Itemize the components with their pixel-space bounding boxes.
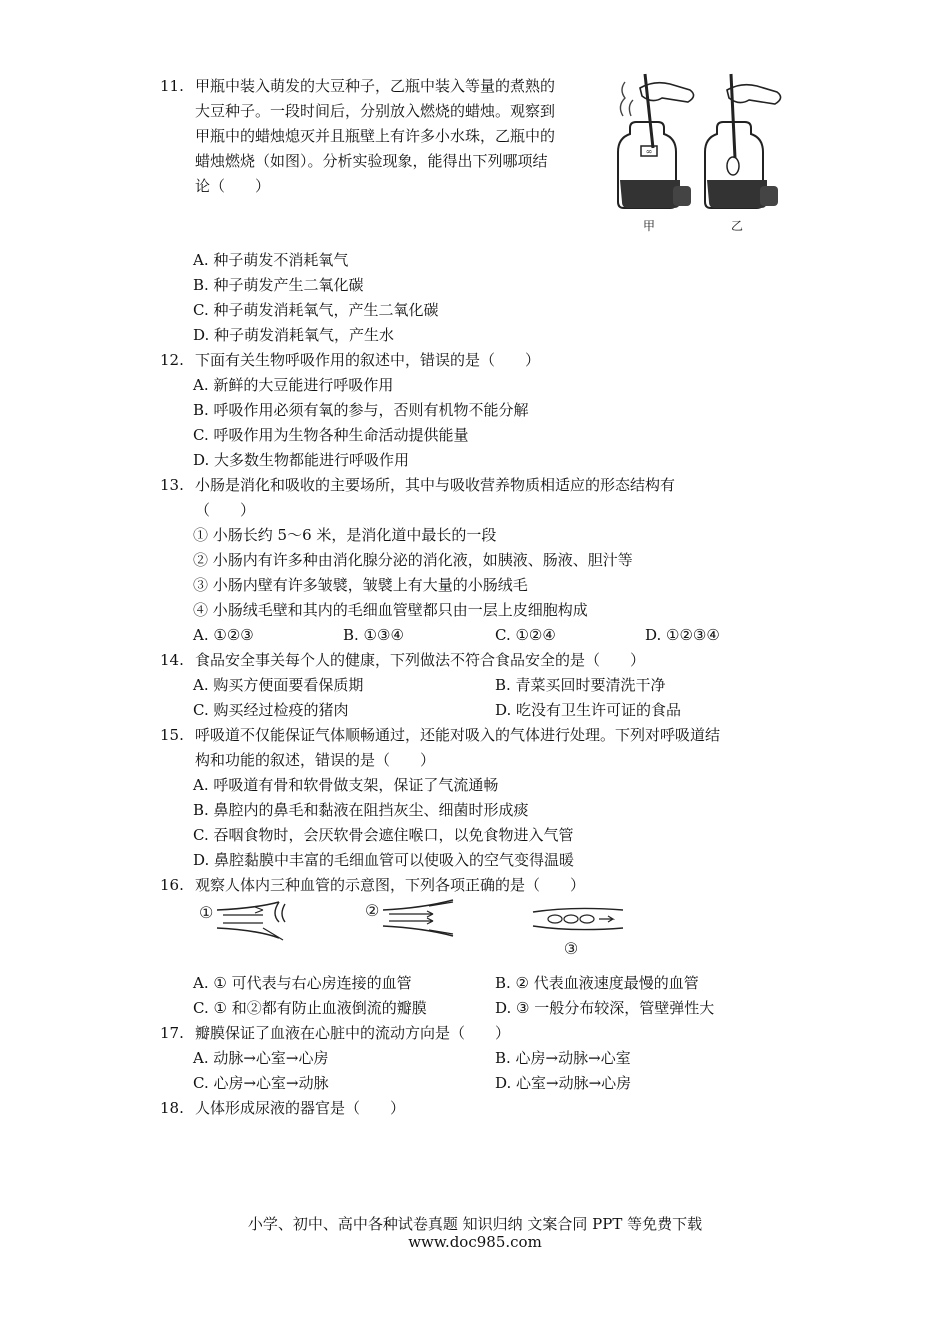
q18-stem: 人体形成尿液的器官是（ ） [195,1099,406,1117]
q14-number: 14. [160,651,184,669]
q16-label-2: ② [365,901,380,920]
q13-item-4: ④ 小肠绒毛壁和其内的毛细血管壁都只由一层上皮细胞构成 [193,601,588,619]
q12-option-c: C. 呼吸作用为生物各种生命活动提供能量 [193,426,469,444]
q16-label-1: ① [199,903,214,922]
q16-stem: 观察人体内三种血管的示意图，下列各项正确的是（ ） [195,876,586,894]
q16-option-b: B. ② 代表血液速度最慢的血管 [495,974,699,992]
q16-number: 16. [160,876,184,894]
q16-label-3: ③ [563,939,579,958]
q11-number: 11. [160,77,184,95]
q16-option-a: A. ① 可代表与右心房连接的血管 [193,974,412,992]
q13-item-3: ③ 小肠内壁有许多皱襞，皱襞上有大量的小肠绒毛 [193,576,528,594]
q13-stem: 小肠是消化和吸收的主要场所，其中与吸收营养物质相适应的形态结构有 [195,476,676,494]
q15-option-a: A. 呼吸道有骨和软骨做支架，保证了气流通畅 [193,776,499,794]
q13-option-d: D. ①②③④ [645,626,720,644]
q14-option-d: D. 吃没有卫生许可证的食品 [495,701,682,719]
q17-option-b: B. 心房→动脉→心室 [495,1049,631,1067]
q17-number: 17. [160,1024,184,1042]
q13-item-1: ① 小肠长约 5～6 米，是消化道中最长的一段 [193,526,497,544]
q15-option-b: B. 鼻腔内的鼻毛和黏液在阻挡灰尘、细菌时形成痰 [193,801,529,819]
q11-stem-line-2: 大豆种子。一段时间后，分别放入燃烧的蜡烛。观察到 [195,102,556,120]
q11-label-jia: 甲 [642,219,656,233]
svg-text:∞: ∞ [645,147,653,156]
q15-option-c: C. 吞咽食物时，会厌软骨会遮住喉口，以免食物进入气管 [193,826,574,844]
q13-option-b: B. ①③④ [343,626,404,644]
q11-option-c: C. 种子萌发消耗氧气，产生二氧化碳 [193,301,439,319]
q12-option-b: B. 呼吸作用必须有氧的参与，否则有机物不能分解 [193,401,529,419]
q15-option-d: D. 鼻腔黏膜中丰富的毛细血管可以使吸入的空气变得温暖 [193,851,575,869]
q14-option-a: A. 购买方便面要看保质期 [193,676,364,694]
q14-stem: 食品安全事关每个人的健康，下列做法不符合食品安全的是（ ） [195,651,646,669]
q15-stem: 呼吸道不仅能保证气体顺畅通过，还能对吸入的气体进行处理。下列对呼吸道结 [195,726,721,744]
q11-stem-line-1: 甲瓶中装入萌发的大豆种子，乙瓶中装入等量的煮熟的 [195,77,556,95]
q16-option-d: D. ③ 一般分布较深，管壁弹性大 [495,999,715,1017]
q13-stem-continued: （ ） [195,501,256,519]
q11-option-a: A. 种子萌发不消耗氧气 [193,251,349,269]
q17-option-a: A. 动脉→心室→心房 [193,1049,329,1067]
q16-vessel-figure [193,898,633,960]
q11-label-yi: 乙 [730,219,744,233]
q17-option-c: C. 心房→心室→动脉 [193,1074,329,1092]
q11-option-d: D. 种子萌发消耗氧气，产生水 [193,326,395,344]
q13-item-2: ② 小肠内有许多种由消化腺分泌的消化液，如胰液、肠液、胆汁等 [193,551,633,569]
q17-option-d: D. 心室→动脉→心房 [495,1074,632,1092]
q13-option-c: C. ①②④ [495,626,556,644]
q12-stem: 下面有关生物呼吸作用的叙述中，错误的是（ ） [195,351,541,369]
q11-stem-line-4: 蜡烛燃烧（如图）。分析实验现象，能得出下列哪项结 [195,152,548,170]
q11-stem-line-5: 论（ ） [195,177,271,195]
q11-jar-figure [605,68,805,238]
q12-option-d: D. 大多数生物都能进行呼吸作用 [193,451,410,469]
q16-option-c: C. ① 和②都有防止血液倒流的瓣膜 [193,999,427,1017]
q11-stem-line-3: 甲瓶中的蜡烛熄灭并且瓶壁上有许多小水珠，乙瓶中的 [195,127,556,145]
q13-option-a: A. ①②③ [193,626,254,644]
footer-link[interactable]: www.doc985.com [408,1233,542,1251]
q11-option-b: B. 种子萌发产生二氧化碳 [193,276,364,294]
q15-stem-continued: 构和功能的叙述，错误的是（ ） [195,751,436,769]
q12-number: 12. [160,351,184,369]
q18-number: 18. [160,1099,184,1117]
q15-number: 15. [160,726,184,744]
q14-option-c: C. 购买经过检疫的猪肉 [193,701,349,719]
q12-option-a: A. 新鲜的大豆能进行呼吸作用 [193,376,394,394]
footer-text: 小学、初中、高中各种试卷真题 知识归纳 文案合同 PPT 等免费下载 [247,1215,703,1233]
q14-option-b: B. 青菜买回时要清洗干净 [495,676,666,694]
q17-stem: 瓣膜保证了血液在心脏中的流动方向是（ ） [195,1024,511,1042]
q13-number: 13. [160,476,184,494]
